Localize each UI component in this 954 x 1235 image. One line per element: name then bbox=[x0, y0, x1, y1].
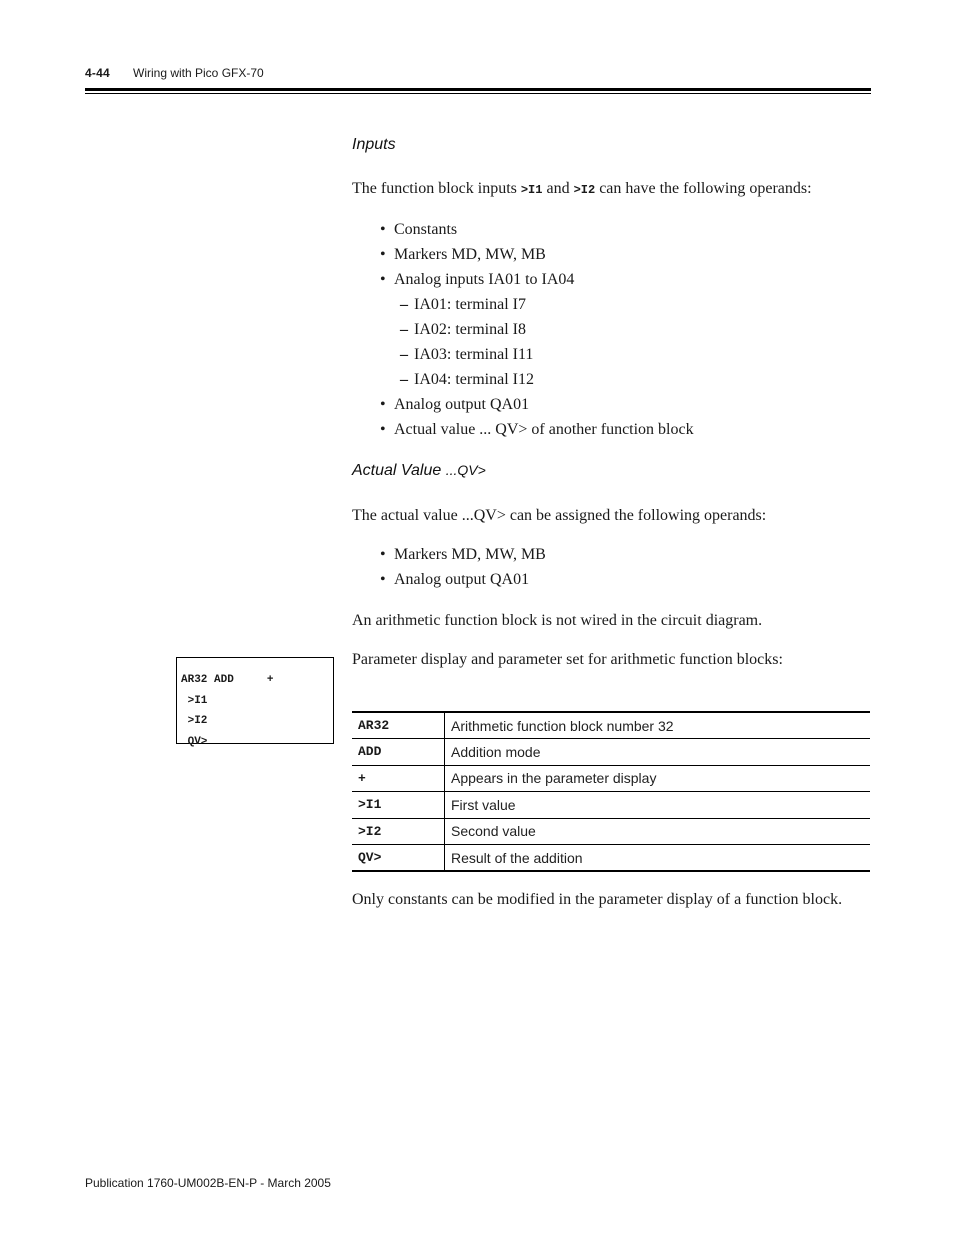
param-key: QV> bbox=[352, 845, 445, 872]
list-subitem: – IA04: terminal I12 bbox=[380, 367, 694, 392]
table-row bbox=[352, 712, 870, 739]
param-key: >I2 bbox=[352, 818, 445, 845]
list-item: • Actual value ... QV> of another function block bbox=[380, 417, 694, 442]
list-item: • Analog inputs IA01 to IA04 bbox=[380, 267, 694, 292]
inputs-intro-mid: and bbox=[542, 180, 574, 197]
not-wired-note: An arithmetic function block is not wired in the circuit diagram. bbox=[352, 612, 763, 629]
closing-note: Only constants can be modified in the parameter display of a function block. bbox=[352, 891, 843, 908]
list-item: • Analog output QA01 bbox=[380, 392, 694, 417]
inputs-operand-list bbox=[380, 217, 694, 442]
parameter-intro: Parameter display and parameter set for arithmetic function blocks: bbox=[352, 651, 783, 668]
publication-footer: Publication 1760-UM002B-EN-P - March 2005 bbox=[85, 1176, 331, 1190]
table-row bbox=[352, 818, 870, 845]
param-description: First value bbox=[445, 792, 871, 819]
list-item: • Markers MD, MW, MB bbox=[380, 242, 694, 267]
display-line: >I2 bbox=[181, 715, 208, 727]
param-description: Appears in the parameter display bbox=[445, 765, 871, 792]
operand-i1: >I1 bbox=[520, 183, 543, 197]
inputs-intro bbox=[352, 179, 812, 200]
inputs-heading: Inputs bbox=[352, 136, 396, 153]
param-key: AR32 bbox=[352, 712, 445, 739]
header-rule bbox=[85, 88, 871, 91]
param-description: Second value bbox=[445, 818, 871, 845]
actual-value-heading-tail: ...QV> bbox=[445, 462, 486, 478]
page-number: 4-44 bbox=[85, 66, 110, 80]
parameter-display-screen bbox=[176, 657, 334, 748]
param-description: Result of the addition bbox=[445, 845, 871, 872]
header-rule-thin bbox=[85, 93, 871, 94]
actual-value-heading bbox=[352, 462, 486, 480]
list-item: • Markers MD, MW, MB bbox=[380, 542, 546, 567]
inputs-intro-prefix: The function block inputs bbox=[352, 180, 521, 197]
table-row bbox=[352, 792, 870, 819]
operand-i2: >I2 bbox=[573, 183, 596, 197]
running-header-title: Wiring with Pico GFX-70 bbox=[133, 66, 264, 80]
display-line: >I1 bbox=[181, 694, 208, 707]
param-key: + bbox=[352, 765, 445, 792]
param-key: >I1 bbox=[352, 792, 445, 819]
display-line: AR32 ADD + bbox=[181, 674, 274, 686]
actual-value-heading-main: Actual Value bbox=[352, 462, 446, 479]
param-key: ADD bbox=[352, 739, 445, 766]
actual-value-intro: The actual value ...QV> can be assigned the following operands: bbox=[352, 507, 767, 524]
table-row bbox=[352, 765, 870, 792]
inputs-intro-suffix: can have the following operands: bbox=[595, 180, 812, 197]
param-description: Arithmetic function block number 32 bbox=[445, 712, 871, 739]
list-subitem: – IA01: terminal I7 bbox=[380, 292, 694, 317]
list-subitem: – IA02: terminal I8 bbox=[380, 317, 694, 342]
display-line: QV> bbox=[181, 735, 208, 748]
list-subitem: – IA03: terminal I11 bbox=[380, 342, 694, 367]
list-item: • Constants bbox=[380, 217, 694, 242]
list-item: • Analog output QA01 bbox=[380, 567, 546, 592]
table-row bbox=[352, 845, 870, 872]
param-description: Addition mode bbox=[445, 739, 871, 766]
parameter-table bbox=[352, 711, 870, 872]
actual-value-operand-list bbox=[380, 542, 546, 592]
table-row bbox=[352, 739, 870, 766]
